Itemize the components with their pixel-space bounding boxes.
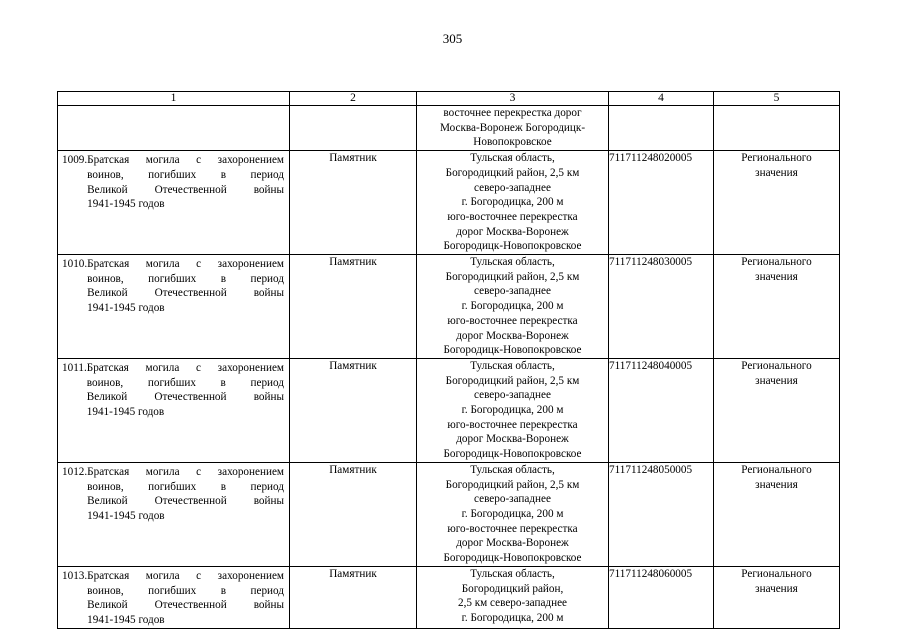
column-header: 5 (714, 92, 840, 106)
type-cell: Памятник (290, 462, 417, 566)
object-name-line: Великой Отечественной войны (87, 495, 284, 508)
address-line: северо-западнее (474, 389, 551, 402)
type-cell: Памятник (290, 255, 417, 359)
address-line: дорог Москва-Воронеж (456, 225, 569, 238)
address-cell (417, 151, 609, 255)
object-name-line: воинов, погибших в период (87, 480, 284, 493)
object-name-line: Великой Отечественной войны (87, 599, 284, 612)
column-header: 2 (290, 92, 417, 106)
column-header: 3 (417, 92, 609, 106)
reg-number-cell: 711711248050005 (609, 462, 714, 566)
page-number: 305 (442, 31, 463, 46)
monuments-table (57, 91, 840, 629)
address-line: Богородицкий район, 2,5 км (445, 270, 580, 283)
address-line: г. Богородицка, 200 м (461, 611, 564, 624)
address-cell (417, 566, 609, 628)
reg-number-cell: 711711248040005 (609, 358, 714, 462)
address-line: Богородицкий район, (461, 582, 564, 595)
address-line: Тульская область, (470, 463, 555, 476)
significance-line: значения (755, 582, 798, 595)
reg-number-cell: 711711248060005 (609, 566, 714, 628)
address-cell (417, 358, 609, 462)
row-number: 1012. (62, 465, 88, 478)
address-line: Богородицк-Новопокровское (443, 240, 582, 253)
significance-line: Регионального (741, 463, 812, 476)
significance-cell (714, 106, 840, 151)
object-name-line: 1941-1945 годов (87, 198, 165, 211)
significance-line: значения (755, 478, 798, 491)
object-name-line: воинов, погибших в период (87, 168, 284, 181)
address-line: юго-восточнее перекрестка (447, 418, 578, 431)
object-name-line: Братская могила с захоронением (86, 361, 284, 374)
reg-number-cell (609, 106, 714, 151)
object-name (87, 257, 284, 316)
significance-cell (714, 462, 840, 566)
address-line: Москва-Воронеж Богородицк- (439, 121, 586, 134)
significance-line: Регионального (741, 567, 812, 580)
address-line: северо-западнее (474, 493, 551, 506)
significance-line: Регионального (741, 152, 812, 165)
address-cell (417, 462, 609, 566)
reg-number-cell: 711711248020005 (609, 151, 714, 255)
address-line: Тульская область, (470, 256, 555, 269)
significance-cell (714, 358, 840, 462)
significance-line: Регионального (741, 359, 812, 372)
address-line: северо-западнее (474, 181, 551, 194)
address-line: Богородицкий район, 2,5 км (445, 166, 580, 179)
name-cell (58, 106, 290, 151)
address-line: Тульская область, (470, 152, 555, 165)
address-line: Богородицкий район, 2,5 км (445, 374, 580, 387)
address-line: северо-западнее (474, 285, 551, 298)
object-name-line: 1941-1945 годов (87, 509, 165, 522)
type-cell: Памятник (290, 566, 417, 628)
name-cell (58, 566, 290, 628)
table-row (58, 151, 840, 255)
name-cell (58, 151, 290, 255)
object-name-line: 1941-1945 годов (86, 406, 165, 419)
address-line: дорог Москва-Воронеж (456, 433, 569, 446)
address-line: Новопокровское (473, 136, 552, 149)
object-name-line: Братская могила с захоронением (87, 258, 284, 271)
address-line: дорог Москва-Воронеж (456, 537, 569, 550)
object-name-line: Великой Отечественной войны (87, 287, 284, 300)
row-number: 1013. (62, 569, 88, 582)
address-line: Тульская область, (470, 567, 555, 580)
significance-line: Регионального (741, 256, 812, 269)
address-cell (417, 255, 609, 359)
table-header-row (58, 92, 840, 106)
significance-line: значения (755, 374, 798, 387)
address-line: Тульская область, (470, 359, 555, 372)
object-name (87, 569, 284, 628)
significance-line: значения (755, 270, 798, 283)
object-name-line: 1941-1945 годов (87, 613, 165, 626)
table-row-continuation (58, 106, 840, 151)
object-name-line: воинов, погибших в период (87, 584, 284, 597)
table-row (58, 255, 840, 359)
address-line: Богородицк-Новопокровское (443, 448, 582, 461)
type-cell (290, 106, 417, 151)
address-line: г. Богородицка, 200 м (461, 196, 564, 209)
type-cell: Памятник (290, 358, 417, 462)
name-cell (58, 462, 290, 566)
address-line: дорог Москва-Воронеж (456, 329, 569, 342)
row-number: 1011. (62, 361, 87, 374)
significance-cell (714, 151, 840, 255)
address-line: юго-восточнее перекрестка (447, 314, 578, 327)
row-number: 1009. (62, 154, 88, 167)
address-line: г. Богородицка, 200 м (461, 507, 564, 520)
column-header: 1 (58, 92, 290, 106)
object-name (87, 153, 284, 212)
address-line: Богородицк-Новопокровское (443, 344, 582, 357)
table-row (58, 566, 840, 628)
reg-number-cell: 711711248030005 (609, 255, 714, 359)
name-cell (58, 358, 290, 462)
address-line: Богородицкий район, 2,5 км (445, 478, 580, 491)
address-line: юго-восточнее перекрестка (447, 210, 578, 223)
row-number: 1010. (62, 258, 88, 271)
object-name-line: воинов, погибших в период (86, 376, 284, 389)
address-line: юго-восточнее перекрестка (447, 522, 578, 535)
column-header: 4 (609, 92, 714, 106)
address-line: г. Богородицка, 200 м (461, 404, 564, 417)
object-name-line: Братская могила с захоронением (87, 154, 284, 167)
name-cell (58, 255, 290, 359)
object-name-line: воинов, погибших в период (87, 272, 284, 285)
object-name (87, 465, 284, 524)
object-name-line: Великой Отечественной войны (86, 391, 284, 404)
address-line: г. Богородицка, 200 м (461, 300, 564, 313)
object-name-line: Братская могила с захоронением (87, 465, 284, 478)
address-line: 2,5 км северо-западнее (457, 597, 568, 610)
table-row (58, 462, 840, 566)
object-name-line: Братская могила с захоронением (87, 569, 284, 582)
object-name-line: 1941-1945 годов (87, 302, 165, 315)
address-line: восточнее перекрестка дорог (443, 107, 582, 119)
address-line: Богородицк-Новопокровское (443, 552, 582, 565)
address-cell (417, 106, 609, 151)
object-name-line: Великой Отечественной войны (87, 183, 284, 196)
object-name (87, 361, 284, 420)
type-cell: Памятник (290, 151, 417, 255)
significance-cell (714, 566, 840, 628)
significance-line: значения (755, 166, 798, 179)
significance-cell (714, 255, 840, 359)
table-row (58, 358, 840, 462)
